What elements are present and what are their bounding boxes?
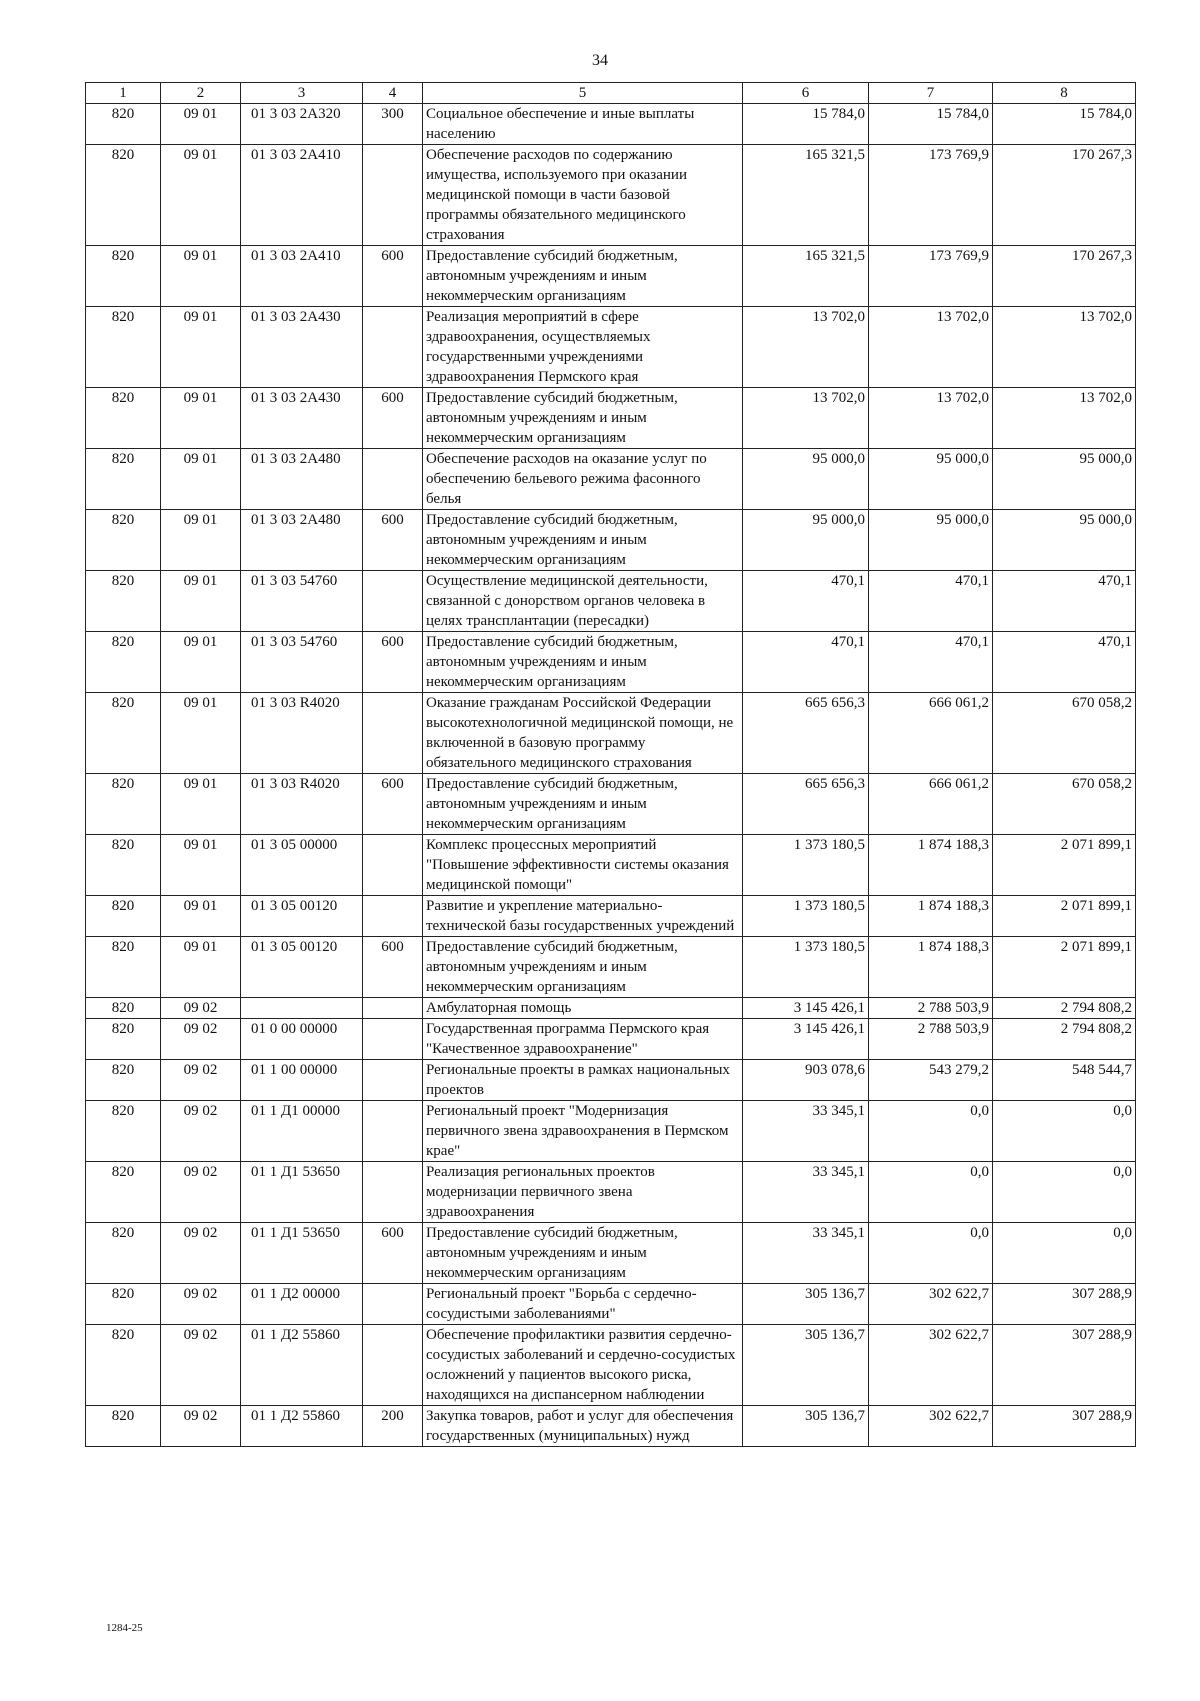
cell-amount-2027: 307 288,9 (993, 1325, 1136, 1406)
cell-amount-2027: 95 000,0 (993, 510, 1136, 571)
cell-amount-2025: 13 702,0 (743, 388, 869, 449)
cell-target-article: 01 3 03 2А480 (241, 449, 363, 510)
table-row (86, 835, 1136, 896)
table-row (86, 571, 1136, 632)
cell-target-article: 01 3 05 00120 (241, 937, 363, 998)
cell-description: Предоставление субсидий бюджетным, автономным учреждениям и иным некоммерческим организациям (423, 774, 743, 835)
table-row (86, 1060, 1136, 1101)
cell-expense-type: 600 (363, 774, 423, 835)
cell-target-article: 01 1 00 00000 (241, 1060, 363, 1101)
cell-amount-2025: 3 145 426,1 (743, 998, 869, 1019)
cell-amount-2027: 307 288,9 (993, 1284, 1136, 1325)
cell-description: Реализация региональных проектов модернизации первичного звена здравоохранения (423, 1162, 743, 1223)
cell-amount-2025: 3 145 426,1 (743, 1019, 869, 1060)
cell-amount-2027: 0,0 (993, 1162, 1136, 1223)
cell-expense-type (363, 1325, 423, 1406)
cell-description: Реализация мероприятий в сфере здравоохранения, осуществляемых государственными учреждениями здравоохранения Пермского края (423, 307, 743, 388)
cell-admin-code: 820 (86, 896, 161, 937)
cell-expense-type (363, 896, 423, 937)
cell-amount-2027: 2 071 899,1 (993, 937, 1136, 998)
table-row (86, 246, 1136, 307)
cell-admin-code: 820 (86, 693, 161, 774)
cell-amount-2026: 1 874 188,3 (869, 896, 993, 937)
cell-amount-2026: 13 702,0 (869, 307, 993, 388)
cell-description: Предоставление субсидий бюджетным, автономным учреждениям и иным некоммерческим организациям (423, 937, 743, 998)
cell-target-article: 01 1 Д1 53650 (241, 1223, 363, 1284)
cell-section-code: 09 02 (161, 1284, 241, 1325)
cell-description: Развитие и укрепление материально-технической базы государственных учреждений (423, 896, 743, 937)
cell-expense-type (363, 145, 423, 246)
cell-admin-code: 820 (86, 632, 161, 693)
cell-description: Обеспечение профилактики развития сердечно-сосудистых заболеваний и сердечно-сосудистых осложнений у пациентов высокого риска, находящихся на диспансерном наблюдении (423, 1325, 743, 1406)
cell-amount-2026: 302 622,7 (869, 1284, 993, 1325)
cell-expense-type: 600 (363, 937, 423, 998)
cell-amount-2025: 95 000,0 (743, 510, 869, 571)
cell-amount-2027: 2 794 808,2 (993, 1019, 1136, 1060)
cell-description: Комплекс процессных мероприятий "Повышение эффективности системы оказания медицинской помощи" (423, 835, 743, 896)
col-header-2: 2 (161, 83, 241, 104)
cell-amount-2027: 470,1 (993, 632, 1136, 693)
cell-admin-code: 820 (86, 1060, 161, 1101)
cell-description: Закупка товаров, работ и услуг для обеспечения государственных (муниципальных) нужд (423, 1406, 743, 1447)
cell-admin-code: 820 (86, 937, 161, 998)
cell-target-article: 01 3 03 54760 (241, 632, 363, 693)
cell-admin-code: 820 (86, 388, 161, 449)
cell-amount-2025: 665 656,3 (743, 693, 869, 774)
cell-amount-2026: 15 784,0 (869, 104, 993, 145)
cell-admin-code: 820 (86, 246, 161, 307)
cell-admin-code: 820 (86, 774, 161, 835)
cell-amount-2026: 666 061,2 (869, 774, 993, 835)
cell-description: Предоставление субсидий бюджетным, автономным учреждениям и иным некоммерческим организациям (423, 632, 743, 693)
cell-admin-code: 820 (86, 1162, 161, 1223)
cell-target-article: 01 1 Д1 53650 (241, 1162, 363, 1223)
col-header-4: 4 (363, 83, 423, 104)
cell-description: Обеспечение расходов на оказание услуг по обеспечению бельевого режима фасонного белья (423, 449, 743, 510)
cell-amount-2026: 666 061,2 (869, 693, 993, 774)
cell-admin-code: 820 (86, 1406, 161, 1447)
table-body (86, 104, 1136, 1447)
cell-admin-code: 820 (86, 1223, 161, 1284)
cell-amount-2025: 33 345,1 (743, 1101, 869, 1162)
cell-expense-type: 300 (363, 104, 423, 145)
cell-section-code: 09 01 (161, 246, 241, 307)
cell-amount-2027: 0,0 (993, 1223, 1136, 1284)
cell-amount-2027: 13 702,0 (993, 307, 1136, 388)
table-row (86, 1101, 1136, 1162)
cell-expense-type: 600 (363, 388, 423, 449)
table-row (86, 1325, 1136, 1406)
cell-amount-2025: 165 321,5 (743, 145, 869, 246)
budget-table (85, 82, 1136, 1447)
cell-amount-2026: 173 769,9 (869, 145, 993, 246)
cell-section-code: 09 01 (161, 449, 241, 510)
cell-amount-2025: 470,1 (743, 632, 869, 693)
table-row (86, 510, 1136, 571)
cell-section-code: 09 01 (161, 104, 241, 145)
cell-target-article: 01 3 03 R4020 (241, 774, 363, 835)
cell-amount-2027: 95 000,0 (993, 449, 1136, 510)
cell-target-article: 01 3 03 2А430 (241, 307, 363, 388)
cell-description: Региональные проекты в рамках национальных проектов (423, 1060, 743, 1101)
cell-section-code: 09 02 (161, 1325, 241, 1406)
cell-amount-2027: 2 071 899,1 (993, 835, 1136, 896)
footer-code: 1284-25 (106, 1622, 143, 1634)
cell-amount-2026: 13 702,0 (869, 388, 993, 449)
cell-amount-2027: 670 058,2 (993, 693, 1136, 774)
cell-admin-code: 820 (86, 1101, 161, 1162)
cell-amount-2027: 0,0 (993, 1101, 1136, 1162)
cell-description: Обеспечение расходов по содержанию имущества, используемого при оказании медицинской помощи в части базовой программы обязательного медицинского страхования (423, 145, 743, 246)
cell-target-article: 01 3 03 2А430 (241, 388, 363, 449)
cell-amount-2026: 470,1 (869, 632, 993, 693)
cell-section-code: 09 01 (161, 835, 241, 896)
cell-section-code: 09 01 (161, 571, 241, 632)
cell-expense-type (363, 1162, 423, 1223)
cell-section-code: 09 01 (161, 896, 241, 937)
cell-section-code: 09 02 (161, 1406, 241, 1447)
table-row (86, 774, 1136, 835)
cell-expense-type: 600 (363, 632, 423, 693)
cell-section-code: 09 01 (161, 774, 241, 835)
cell-amount-2026: 470,1 (869, 571, 993, 632)
table-row (86, 693, 1136, 774)
table-row (86, 896, 1136, 937)
cell-amount-2026: 173 769,9 (869, 246, 993, 307)
cell-section-code: 09 02 (161, 1223, 241, 1284)
cell-amount-2025: 165 321,5 (743, 246, 869, 307)
cell-amount-2025: 13 702,0 (743, 307, 869, 388)
cell-amount-2025: 903 078,6 (743, 1060, 869, 1101)
cell-target-article: 01 3 03 2А410 (241, 145, 363, 246)
cell-section-code: 09 01 (161, 937, 241, 998)
cell-amount-2025: 305 136,7 (743, 1325, 869, 1406)
cell-amount-2026: 2 788 503,9 (869, 998, 993, 1019)
cell-amount-2025: 1 373 180,5 (743, 835, 869, 896)
cell-amount-2026: 543 279,2 (869, 1060, 993, 1101)
table-row (86, 1019, 1136, 1060)
cell-description: Предоставление субсидий бюджетным, автономным учреждениям и иным некоммерческим организациям (423, 246, 743, 307)
cell-admin-code: 820 (86, 571, 161, 632)
cell-admin-code: 820 (86, 449, 161, 510)
cell-admin-code: 820 (86, 104, 161, 145)
cell-amount-2026: 1 874 188,3 (869, 937, 993, 998)
cell-expense-type (363, 1060, 423, 1101)
cell-amount-2027: 170 267,3 (993, 145, 1136, 246)
cell-section-code: 09 01 (161, 632, 241, 693)
cell-section-code: 09 02 (161, 1060, 241, 1101)
cell-section-code: 09 02 (161, 1162, 241, 1223)
cell-target-article: 01 3 03 R4020 (241, 693, 363, 774)
cell-target-article: 01 3 03 2А320 (241, 104, 363, 145)
cell-description: Предоставление субсидий бюджетным, автономным учреждениям и иным некоммерческим организациям (423, 1223, 743, 1284)
col-header-5: 5 (423, 83, 743, 104)
cell-target-article: 01 1 Д2 00000 (241, 1284, 363, 1325)
cell-expense-type: 600 (363, 1223, 423, 1284)
table-row (86, 104, 1136, 145)
cell-amount-2025: 1 373 180,5 (743, 937, 869, 998)
cell-amount-2027: 2 794 808,2 (993, 998, 1136, 1019)
cell-admin-code: 820 (86, 998, 161, 1019)
table-row (86, 449, 1136, 510)
cell-target-article: 01 1 Д2 55860 (241, 1325, 363, 1406)
cell-description: Амбулаторная помощь (423, 998, 743, 1019)
cell-amount-2025: 305 136,7 (743, 1284, 869, 1325)
cell-expense-type (363, 307, 423, 388)
cell-target-article: 01 1 Д2 55860 (241, 1406, 363, 1447)
cell-amount-2027: 13 702,0 (993, 388, 1136, 449)
cell-expense-type (363, 835, 423, 896)
cell-section-code: 09 01 (161, 388, 241, 449)
col-header-1: 1 (86, 83, 161, 104)
table-row (86, 1162, 1136, 1223)
cell-amount-2026: 1 874 188,3 (869, 835, 993, 896)
cell-description: Социальное обеспечение и иные выплаты населению (423, 104, 743, 145)
cell-section-code: 09 01 (161, 510, 241, 571)
cell-amount-2026: 0,0 (869, 1223, 993, 1284)
cell-admin-code: 820 (86, 307, 161, 388)
cell-expense-type (363, 571, 423, 632)
table-row (86, 1406, 1136, 1447)
cell-amount-2027: 15 784,0 (993, 104, 1136, 145)
cell-target-article: 01 3 05 00120 (241, 896, 363, 937)
cell-amount-2025: 15 784,0 (743, 104, 869, 145)
header-row (86, 83, 1136, 104)
cell-admin-code: 820 (86, 1019, 161, 1060)
cell-target-article: 01 3 03 2А480 (241, 510, 363, 571)
cell-target-article: 01 3 03 54760 (241, 571, 363, 632)
cell-amount-2026: 95 000,0 (869, 510, 993, 571)
table-row (86, 1223, 1136, 1284)
cell-description: Осуществление медицинской деятельности, связанной с донорством органов человека в целях трансплантации (пересадки) (423, 571, 743, 632)
col-header-7: 7 (869, 83, 993, 104)
cell-expense-type (363, 693, 423, 774)
cell-expense-type (363, 1284, 423, 1325)
cell-amount-2027: 2 071 899,1 (993, 896, 1136, 937)
cell-expense-type (363, 1019, 423, 1060)
col-header-8: 8 (993, 83, 1136, 104)
cell-amount-2026: 302 622,7 (869, 1325, 993, 1406)
cell-amount-2025: 33 345,1 (743, 1162, 869, 1223)
cell-expense-type: 600 (363, 510, 423, 571)
cell-description: Государственная программа Пермского края "Качественное здравоохранение" (423, 1019, 743, 1060)
cell-amount-2025: 33 345,1 (743, 1223, 869, 1284)
col-header-6: 6 (743, 83, 869, 104)
cell-amount-2025: 665 656,3 (743, 774, 869, 835)
table-row (86, 632, 1136, 693)
table-row (86, 145, 1136, 246)
cell-target-article: 01 0 00 00000 (241, 1019, 363, 1060)
cell-admin-code: 820 (86, 835, 161, 896)
cell-amount-2025: 95 000,0 (743, 449, 869, 510)
cell-amount-2026: 0,0 (869, 1162, 993, 1223)
cell-expense-type: 600 (363, 246, 423, 307)
cell-amount-2025: 470,1 (743, 571, 869, 632)
cell-target-article (241, 998, 363, 1019)
cell-target-article: 01 3 03 2А410 (241, 246, 363, 307)
cell-expense-type: 200 (363, 1406, 423, 1447)
cell-section-code: 09 01 (161, 693, 241, 774)
table-row (86, 1284, 1136, 1325)
cell-amount-2027: 170 267,3 (993, 246, 1136, 307)
table-row (86, 937, 1136, 998)
cell-section-code: 09 01 (161, 145, 241, 246)
cell-amount-2026: 0,0 (869, 1101, 993, 1162)
cell-amount-2027: 470,1 (993, 571, 1136, 632)
cell-description: Региональный проект "Борьба с сердечно-сосудистыми заболеваниями" (423, 1284, 743, 1325)
cell-amount-2025: 305 136,7 (743, 1406, 869, 1447)
cell-amount-2026: 2 788 503,9 (869, 1019, 993, 1060)
cell-admin-code: 820 (86, 1325, 161, 1406)
cell-section-code: 09 02 (161, 1019, 241, 1060)
cell-amount-2027: 307 288,9 (993, 1406, 1136, 1447)
cell-amount-2025: 1 373 180,5 (743, 896, 869, 937)
cell-section-code: 09 02 (161, 1101, 241, 1162)
cell-target-article: 01 3 05 00000 (241, 835, 363, 896)
cell-admin-code: 820 (86, 1284, 161, 1325)
table-row (86, 388, 1136, 449)
cell-description: Региональный проект "Модернизация первичного звена здравоохранения в Пермском крае" (423, 1101, 743, 1162)
table-row (86, 307, 1136, 388)
cell-description: Предоставление субсидий бюджетным, автономным учреждениям и иным некоммерческим организациям (423, 388, 743, 449)
cell-expense-type (363, 449, 423, 510)
cell-section-code: 09 02 (161, 998, 241, 1019)
cell-admin-code: 820 (86, 145, 161, 246)
cell-target-article: 01 1 Д1 00000 (241, 1101, 363, 1162)
cell-admin-code: 820 (86, 510, 161, 571)
cell-expense-type (363, 998, 423, 1019)
cell-description: Оказание гражданам Российской Федерации высокотехнологичной медицинской помощи, не включенной в базовую программу обязательного медицинского страхования (423, 693, 743, 774)
cell-expense-type (363, 1101, 423, 1162)
cell-description: Предоставление субсидий бюджетным, автономным учреждениям и иным некоммерческим организациям (423, 510, 743, 571)
cell-section-code: 09 01 (161, 307, 241, 388)
cell-amount-2026: 302 622,7 (869, 1406, 993, 1447)
table-row (86, 998, 1136, 1019)
cell-amount-2027: 670 058,2 (993, 774, 1136, 835)
cell-amount-2026: 95 000,0 (869, 449, 993, 510)
col-header-3: 3 (241, 83, 363, 104)
page-number: 34 (592, 52, 608, 69)
cell-amount-2027: 548 544,7 (993, 1060, 1136, 1101)
